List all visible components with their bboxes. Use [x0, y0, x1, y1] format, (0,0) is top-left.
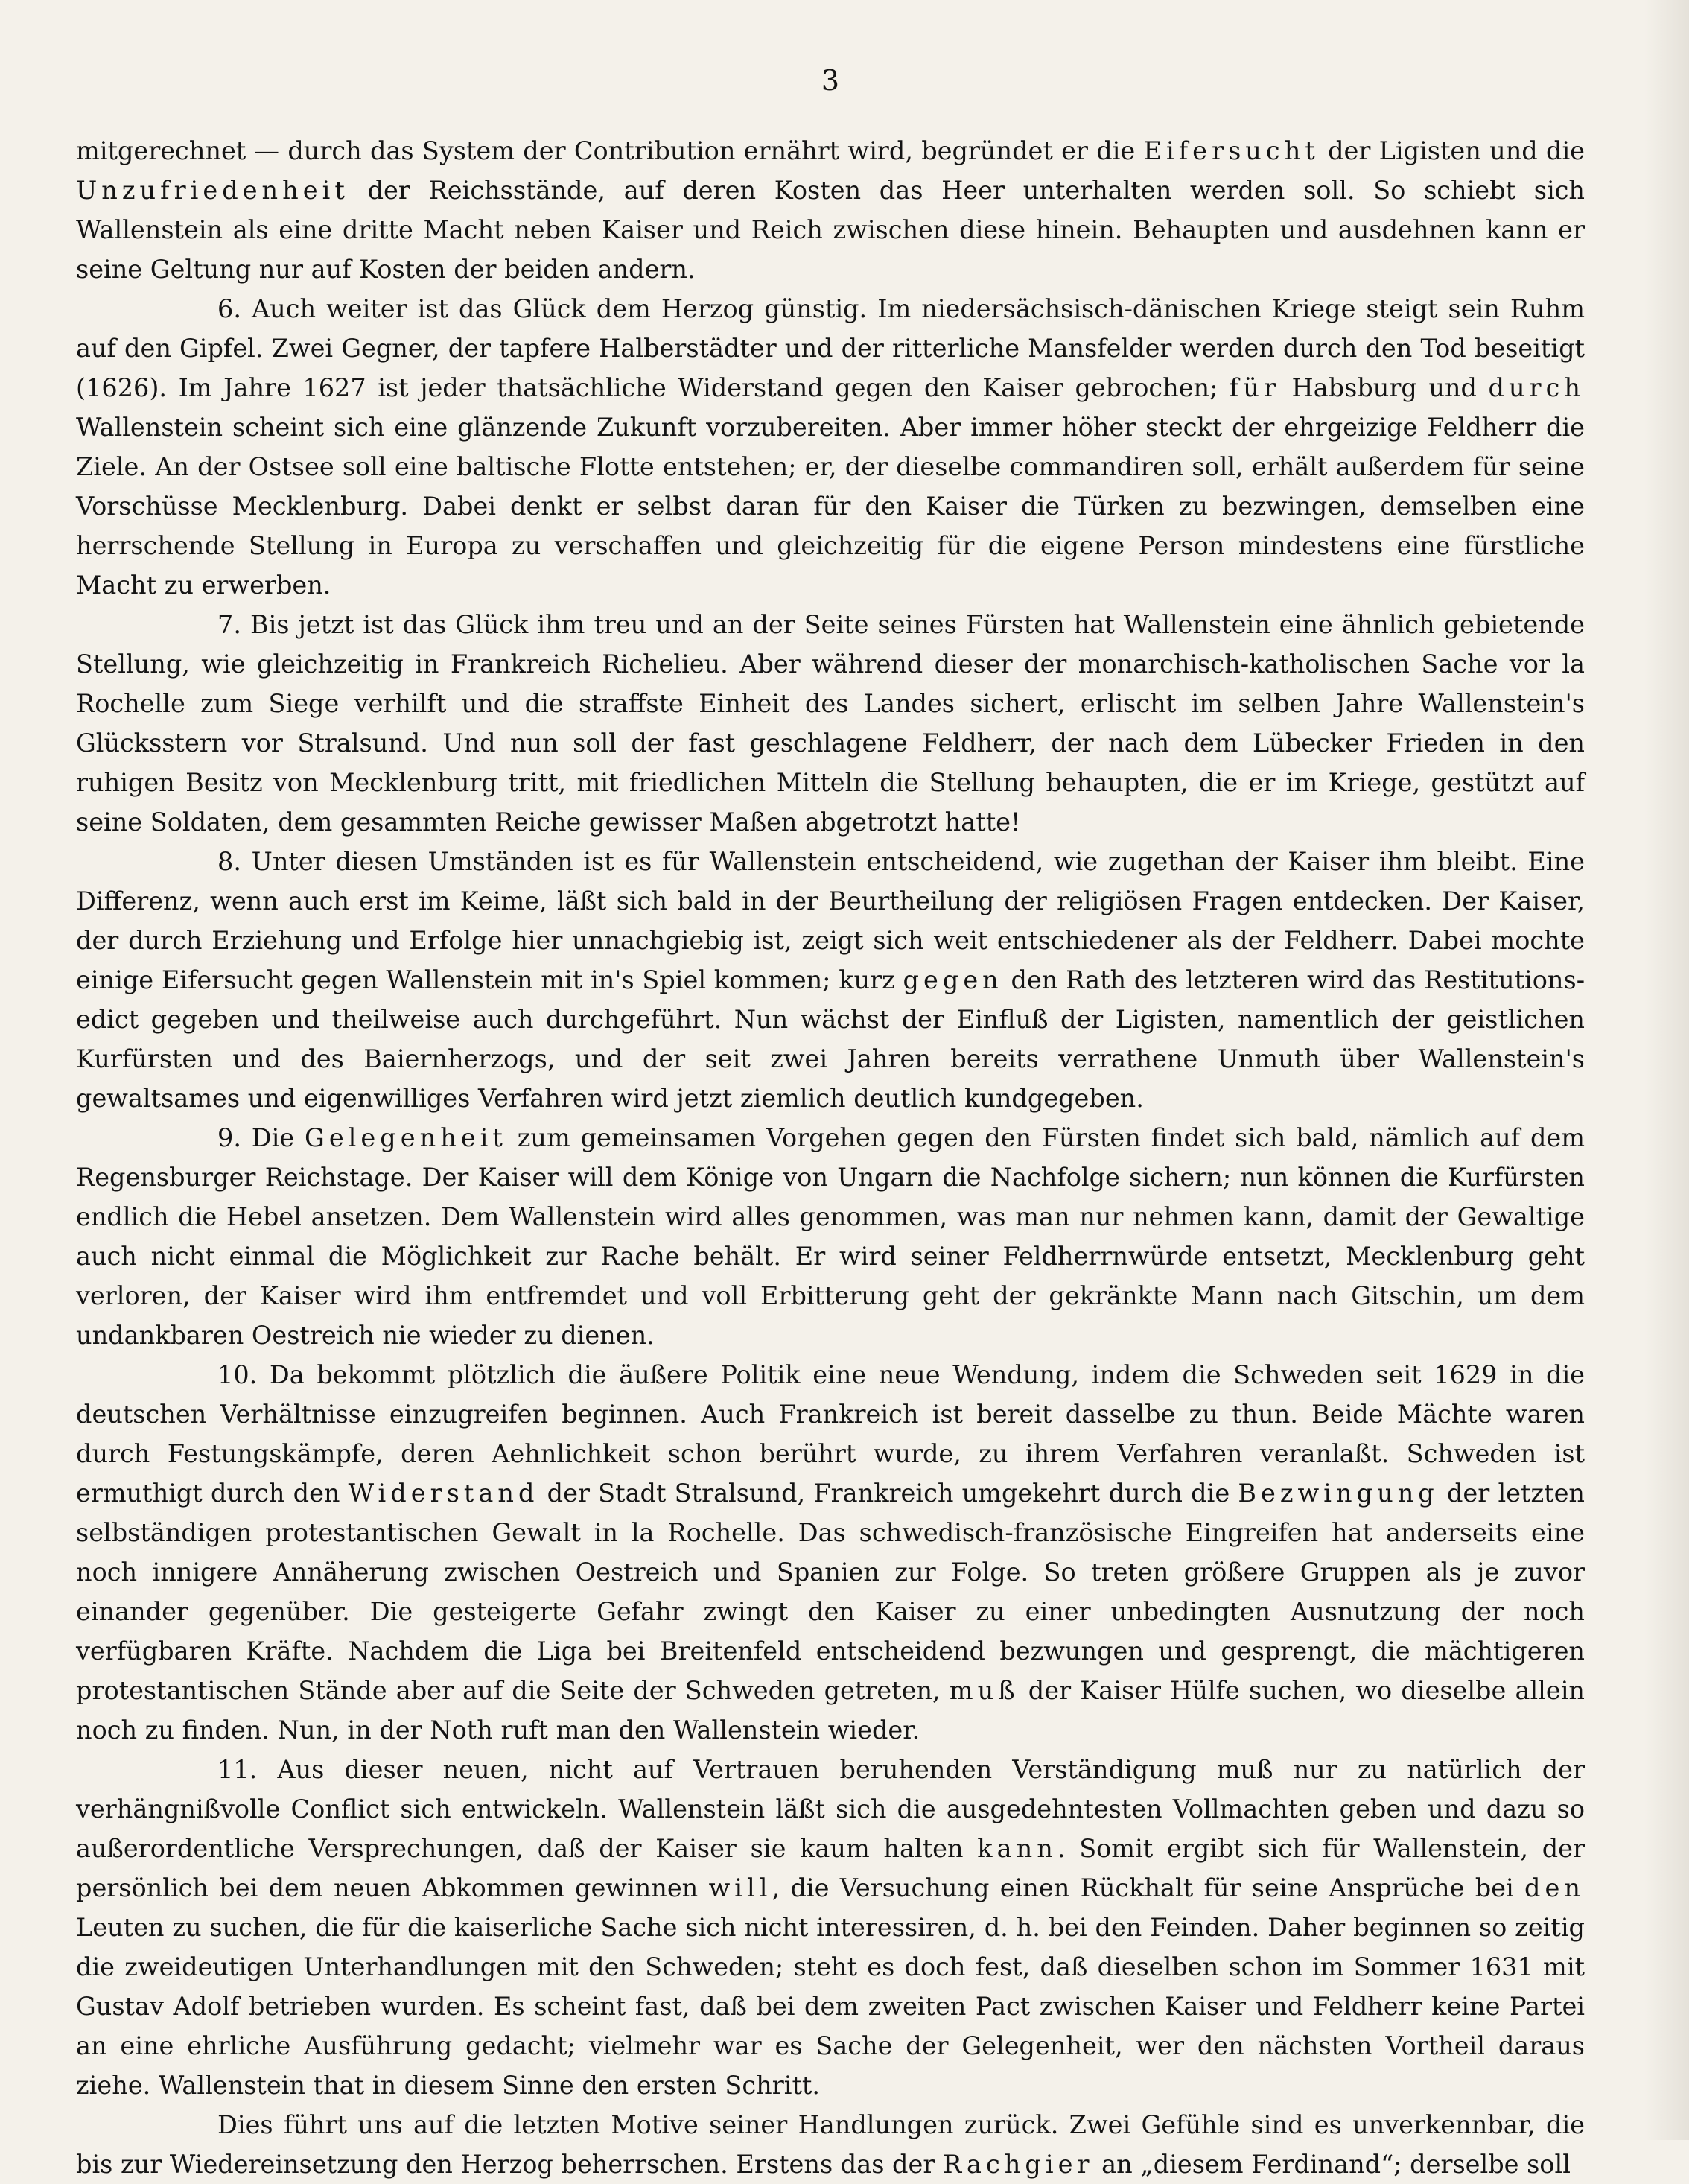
text-segment: Wallenstein scheint sich eine glänzende Zukunft vorzubereiten. Aber immer höher steckt der ehrgeizige Feldherr die Ziele. An der Ostsee soll eine baltische Flotte entstehen; er, der dieselbe commandiren soll, erhält außerdem für seine Vorschüsse Mecklenburg. Dabei denkt er selbst daran für den Kaiser die Türken zu bezwingen, demselben eine herrschende Stellung in Europa zu verschaffen und gleichzeitig für die eigene Person mindestens eine fürstliche Macht zu erwerben.	[76, 413, 1585, 600]
body-text	[76, 131, 1585, 2184]
paragraph-intro	[76, 131, 1585, 289]
emphasized-text: für	[1229, 373, 1280, 402]
text-segment: mitgerechnet — durch das System der Contribution ernährt wird, begründet er die	[76, 136, 1144, 165]
paragraph-12	[76, 2105, 1585, 2184]
text-segment: der letzten selbständigen protestantischen Gewalt in la Rochelle. Das schwedisch-französische Eingreifen hat anderseits eine noch innigere Annäherung zwischen Oestreich und Spanien zur Folge. So treten größere Gruppen als je zuvor einander gegenüber. Die gesteigerte Gefahr zwingt den Kaiser zu einer unbedingten Ausnutzung der noch verfügbaren Kräfte. Nachdem die Liga bei Breitenfeld entscheidend bezwungen und gesprengt, die mächtigeren protestantischen Stände aber auf die Seite der Schweden getreten,	[76, 1479, 1585, 1705]
text-segment: der Kaiser Hülfe suchen, wo dieselbe allein noch zu finden. Nun, in der Noth ruft man den Wallenstein wieder.	[76, 1676, 1585, 1745]
paragraph-10	[76, 1355, 1585, 1750]
emphasized-text: Gelegenheit	[305, 1123, 507, 1152]
emphasized-text: gegen	[903, 965, 1003, 994]
text-segment: der Stadt Stralsund, Frankreich umgekehrt durch die	[538, 1479, 1238, 1508]
text-segment: zum gemeinsamen Vorgehen gegen den Fürsten findet sich bald, nämlich auf dem Regensburger Reichstage. Der Kaiser will dem Könige von Ungarn die Nachfolge sichern; nun können die Kurfürsten endlich die Hebel ansetzen. Dem Wallenstein wird alles genommen, was man nur nehmen kann, damit der Gewaltige auch nicht einmal die Möglichkeit zur Rache behält. Er wird seiner Feldherrnwürde entsetzt, Mecklenburg geht verloren, der Kaiser wird ihm entfremdet und voll Erbitterung geht der gekränkte Mann nach Gitschin, um dem undankbaren Oestreich nie wieder zu dienen.	[76, 1123, 1585, 1350]
text-segment: Leuten zu suchen, die für die kaiserliche Sache sich nicht interessiren, d. h. bei den Feinden. Daher beginnen so zeitig die zweideutigen Unterhandlungen mit den Schweden; steht es doch fest, daß dieselben schon im Sommer 1631 mit Gustav Adolf betrieben wurden. Es scheint fast, daß bei dem zweiten Pact zwischen Kaiser und Feldherr keine Partei an eine ehrliche Ausführung gedacht; vielmehr war es Sache der Gelegenheit, wer den nächsten Vortheil daraus ziehe. Wallenstein that in diesem Sinne den ersten Schritt.	[76, 1913, 1585, 2100]
emphasized-text: kann	[977, 1834, 1057, 1863]
emphasized-text: will	[708, 1873, 772, 1902]
text-segment: an „diesem Ferdinand“; derselbe soll	[1093, 2150, 1571, 2179]
text-segment: 9. Die	[217, 1123, 305, 1152]
text-segment: der Ligisten und die	[1319, 136, 1585, 165]
emphasized-text: Rachgier	[942, 2150, 1094, 2179]
text-segment: Habsburg und	[1280, 373, 1489, 402]
emphasized-text: Unzufriedenheit	[76, 176, 349, 205]
paragraph-6	[76, 289, 1585, 605]
page-number: 3	[821, 64, 840, 97]
text-segment: 11. Aus dieser neuen, nicht auf Vertrauen beruhenden Verständigung muß nur zu natürlich der verhängnißvolle Conflict sich entwickeln. Wallenstein läßt sich die ausgedehntesten Vollmachten geben und dazu so außerordentliche Versprechungen, daß der Kaiser sie kaum halten	[76, 1755, 1585, 1863]
text-segment: den Rath des letzteren wird das Restitutions-edict gegeben und theilweise auch durchgeführt. Nun wächst der Einfluß der Ligisten, namentlich der geistlichen Kurfürsten und des Baiernherzogs, und der seit zwei Jahren bereits verrathene Unmuth über Wallenstein's gewaltsames und eigenwilliges Verfahren wird jetzt ziemlich deutlich kundgegeben.	[76, 965, 1585, 1113]
paragraph-11	[76, 1750, 1585, 2105]
paragraph-7	[76, 605, 1585, 842]
text-segment: 10. Da bekommt plötzlich die äußere Politik eine neue Wendung, indem die Schweden seit 1629 in die deutschen Verhältnisse einzugreifen beginnen. Auch Frankreich ist bereit dasselbe zu thun. Beide Mächte waren durch Festungskämpfe, deren Aehnlichkeit schon berührt wurde, zu ihrem Verfahren veranlaßt. Schweden ist ermuthigt durch den	[76, 1360, 1585, 1508]
emphasized-text: Bezwingung	[1238, 1479, 1439, 1508]
text-segment: , die Versuchung einen Rückhalt für seine Ansprüche bei	[772, 1873, 1525, 1902]
text-segment: 8. Unter diesen Umständen ist es für Wallenstein entscheidend, wie zugethan der Kaiser ihm bleibt. Eine Differenz, wenn auch erst im Keime, läßt sich bald in der Beurtheilung der religiösen Fragen entdecken. Der Kaiser, der durch Erziehung und Erfolge hier unnachgiebig ist, zeigt sich weit entschiedener als der Feldherr. Dabei mochte einige Eifersucht gegen Wallenstein mit in's Spiel kommen; kurz	[76, 847, 1585, 994]
text-segment: Dies führt uns auf die letzten Motive seiner Handlungen zurück. Zwei Gefühle sind es unverkennbar, die bis zur Wiedereinsetzung den Herzog beherrschen. Erstens das der	[76, 2110, 1585, 2179]
emphasized-text: den	[1524, 1873, 1585, 1902]
text-segment: 6. Auch weiter ist das Glück dem Herzog günstig. Im niedersächsisch-dänischen Kriege steigt sein Ruhm auf den Gipfel. Zwei Gegner, der tapfere Halberstädter und der ritterliche Mansfelder werden durch den Tod beseitigt (1626). Im Jahre 1627 ist jeder thatsächliche Widerstand gegen den Kaiser gebrochen;	[76, 294, 1585, 402]
text-segment: . Somit ergibt sich für Wallenstein, der persönlich bei dem neuen Abkommen gewinnen	[76, 1834, 1585, 1902]
emphasized-text: Eifersucht	[1143, 136, 1320, 165]
emphasized-text: durch	[1488, 373, 1585, 402]
paragraph-9	[76, 1118, 1585, 1355]
emphasized-text: muß	[949, 1676, 1020, 1705]
text-segment: der Reichsstände, auf deren Kosten das Heer unterhalten werden soll. So schiebt sich Wallenstein als eine dritte Macht neben Kaiser und Reich zwischen diese hinein. Behaupten und ausdehnen kann er seine Geltung nur auf Kosten der beiden andern.	[76, 176, 1585, 284]
paragraph-8	[76, 842, 1585, 1118]
emphasized-text: Widerstand	[348, 1479, 539, 1508]
text-segment: 7. Bis jetzt ist das Glück ihm treu und an der Seite seines Fürsten hat Wallenstein eine ähnlich gebietende Stellung, wie gleichzeitig in Frankreich Richelieu. Aber während dieser der monarchisch-katholischen Sache vor la Rochelle zum Siege verhilft und die straffste Einheit des Landes sichert, erlischt im selben Jahre Wallenstein's Glücksstern vor Stralsund. Und nun soll der fast geschlagene Feldherr, der nach dem Lübecker Frieden in den ruhigen Besitz von Mecklenburg tritt, mit friedlichen Mitteln die Stellung behaupten, die er im Kriege, gestützt auf seine Soldaten, dem gesammten Reiche gewisser Maßen abgetrotzt hatte!	[76, 610, 1585, 837]
